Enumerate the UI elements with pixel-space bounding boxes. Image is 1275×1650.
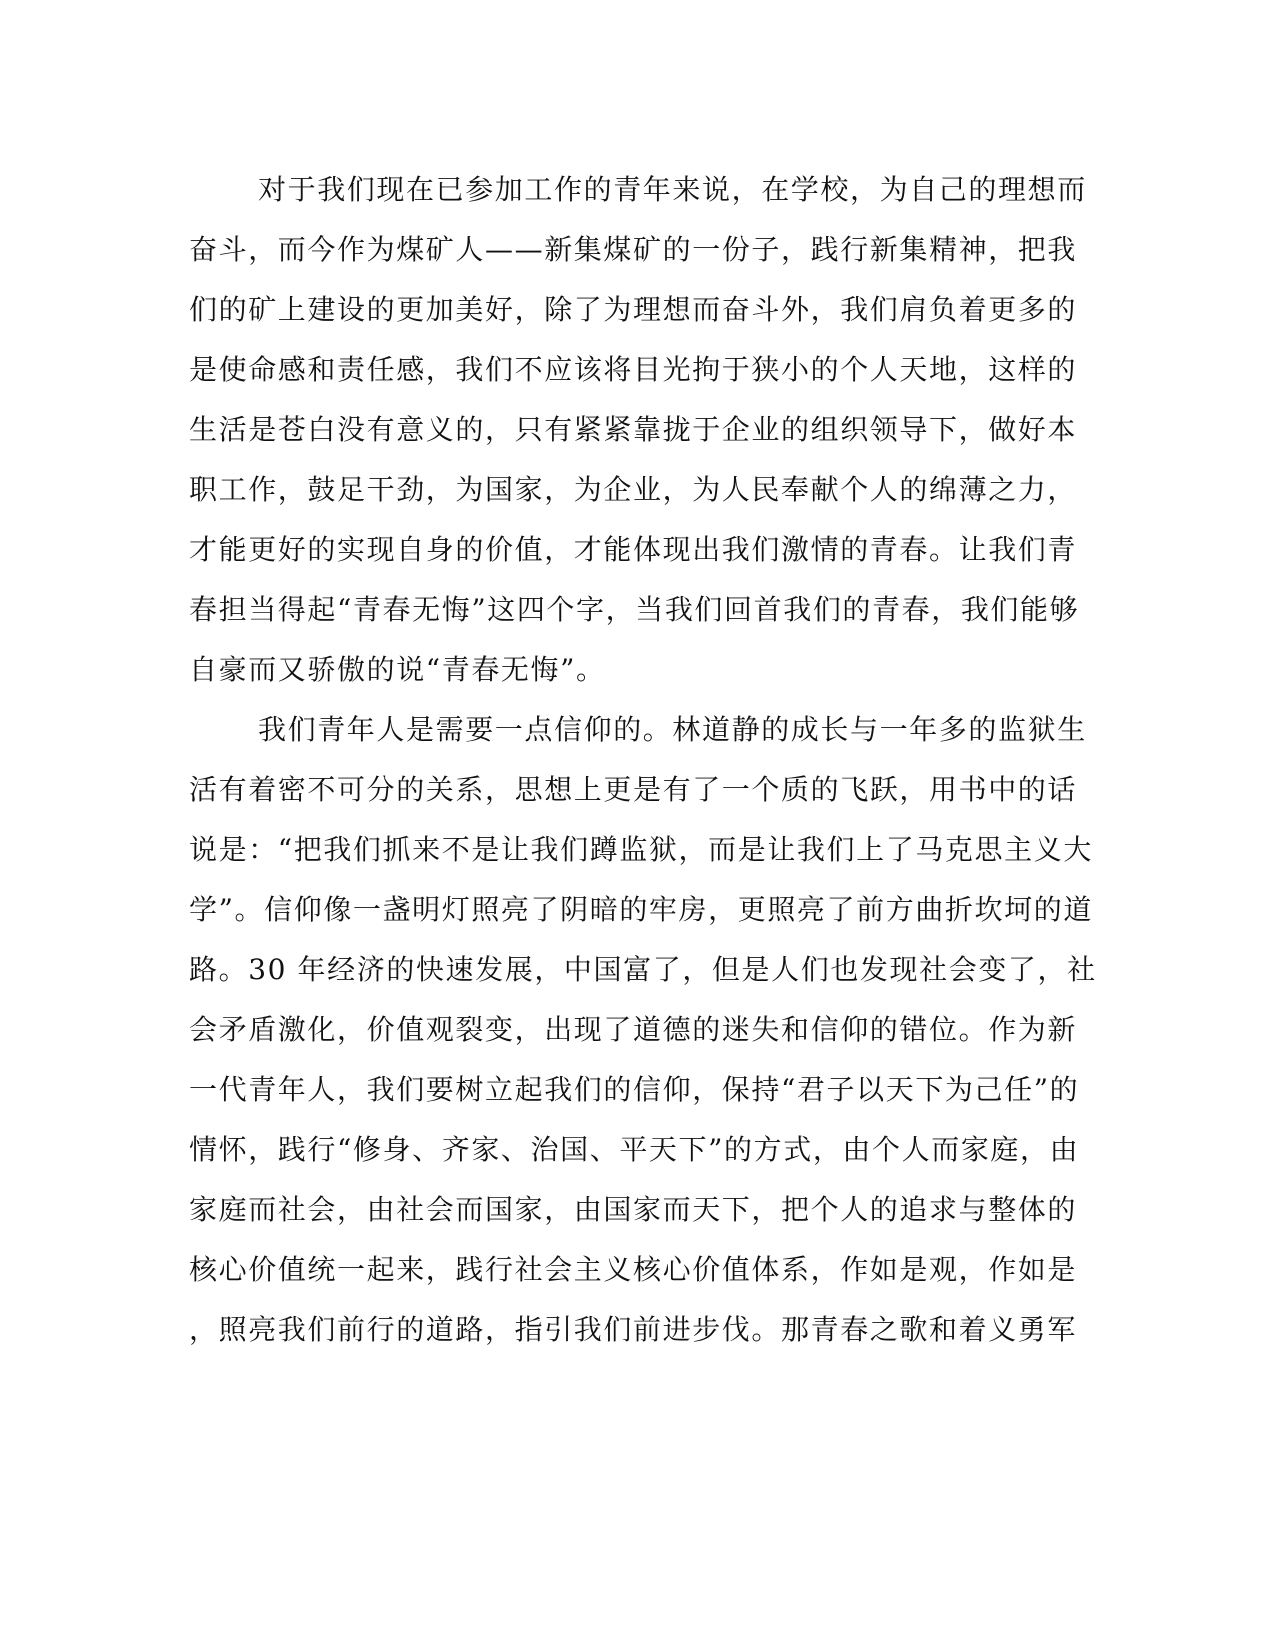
paragraph-line: 家庭而社会，由社会而国家，由国家而天下，把个人的追求与整体的	[189, 1193, 1078, 1226]
paragraph-1	[189, 160, 1089, 700]
paragraph-line: 春担当得起“青春无悔”这四个字，当我们回首我们的青春，我们能够	[189, 593, 1080, 626]
paragraph-line: 活有着密不可分的关系，思想上更是有了一个质的飞跃，用书中的话	[189, 773, 1078, 806]
paragraph-line: ，照亮我们前行的道路，指引我们前进步伐。那青春之歌和着义勇军	[189, 1313, 1078, 1346]
paragraph-line: 对于我们现在已参加工作的青年来说，在学校，为自己的理想而	[258, 173, 1087, 206]
paragraph-line: 一代青年人，我们要树立起我们的信仰，保持“君子以天下为己任”的	[189, 1073, 1080, 1106]
paragraph-line: 说是：“把我们抓来不是让我们蹲监狱，而是让我们上了马克思主义大	[189, 833, 1093, 866]
paragraph-2	[189, 700, 1097, 1360]
paragraph-line: 会矛盾激化，价值观裂变，出现了道德的迷失和信仰的错位。作为新	[189, 1013, 1078, 1046]
paragraph-line: 们的矿上建设的更加美好，除了为理想而奋斗外，我们肩负着更多的	[189, 293, 1078, 326]
paragraph-line: 才能更好的实现自身的价值，才能体现出我们激情的青春。让我们青	[189, 533, 1078, 566]
paragraph-line: 我们青年人是需要一点信仰的。林道静的成长与一年多的监狱生	[258, 713, 1087, 746]
paragraph-line: 自豪而又骄傲的说“青春无悔”。	[189, 653, 606, 686]
document-body	[189, 160, 1097, 1360]
paragraph-line: 路。30 年经济的快速发展，中国富了，但是人们也发现社会变了，社	[189, 953, 1097, 986]
paragraph-line: 奋斗，而今作为煤矿人——新集煤矿的一份子，践行新集精神，把我	[189, 233, 1078, 266]
paragraph-line: 生活是苍白没有意义的，只有紧紧靠拢于企业的组织领导下，做好本	[189, 413, 1078, 446]
paragraph-line: 情怀，践行“修身、齐家、治国、平天下”的方式，由个人而家庭，由	[189, 1133, 1080, 1166]
paragraph-line: 是使命感和责任感，我们不应该将目光拘于狭小的个人天地，这样的	[189, 353, 1078, 386]
paragraph-line: 学”。信仰像一盏明灯照亮了阴暗的牢房，更照亮了前方曲折坎坷的道	[189, 893, 1093, 926]
paragraph-line: 核心价值统一起来，践行社会主义核心价值体系，作如是观，作如是	[189, 1253, 1078, 1286]
paragraph-line: 职工作，鼓足干劲，为国家，为企业，为人民奉献个人的绵薄之力，	[189, 473, 1078, 506]
